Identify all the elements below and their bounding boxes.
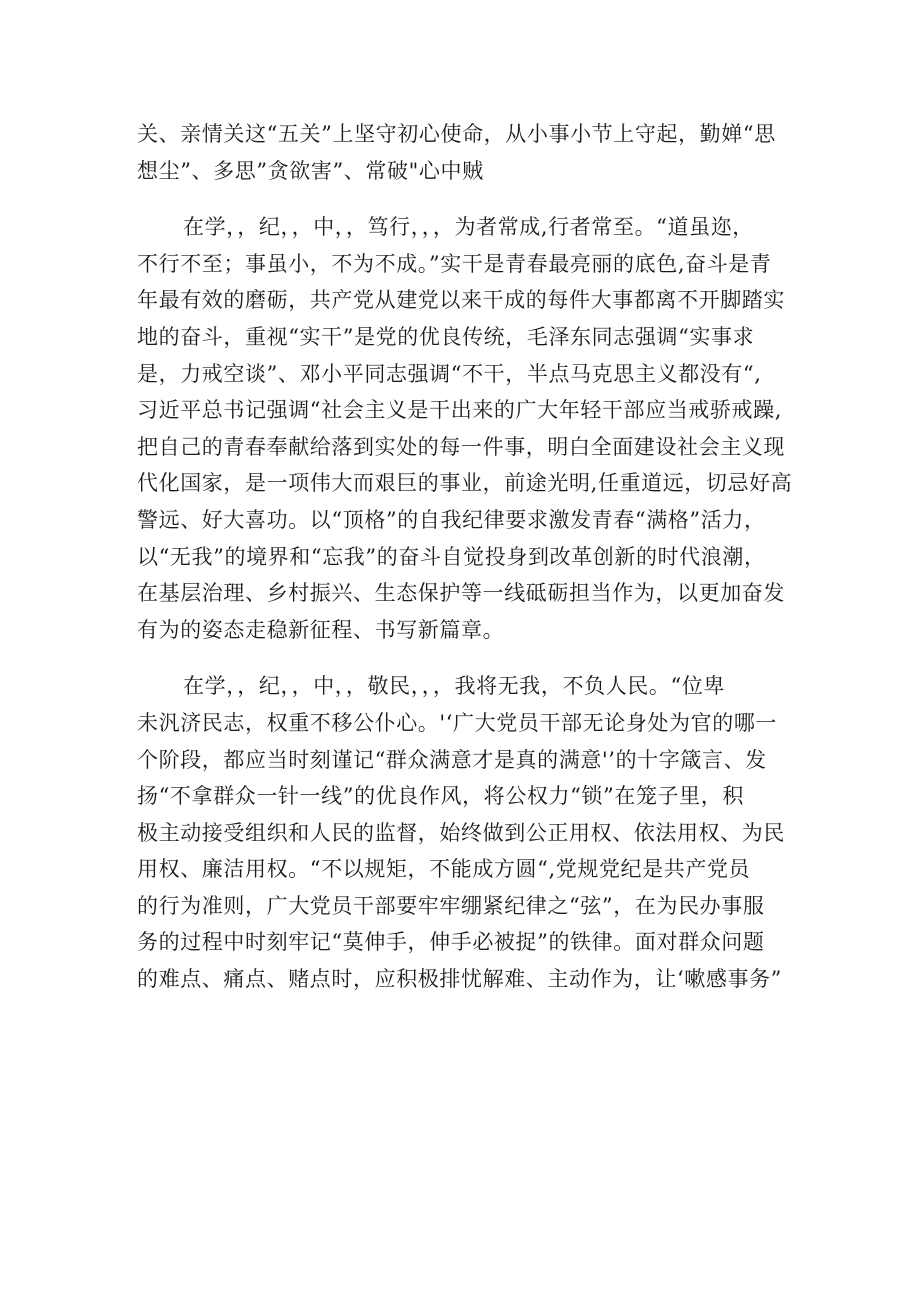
text-line: 地的奋斗，重视“实干”是党的优良传统，毛泽东同志强调“实事求 bbox=[137, 324, 755, 349]
text-line: 关、亲情关这“五关”上坚守初心使命，从小事小节上守起，勤婵“思 bbox=[137, 122, 776, 146]
paragraph-3 bbox=[137, 668, 797, 997]
text-line: 的难点、痛点、赌点时，应积极排忧解难、主动作为，让‘嗽感事务” bbox=[137, 967, 783, 992]
paragraph-2 bbox=[137, 209, 797, 648]
document-body bbox=[137, 116, 797, 998]
text-line: 把自己的青春奉献给落到实处的每一件事，明白全面建设社会主义现 bbox=[137, 434, 785, 459]
text-line: 不行不至；事虽小，不为不成。”实干是青春最亮丽的底色,奋斗是青 bbox=[137, 251, 772, 276]
paragraph-spacer bbox=[137, 189, 797, 209]
text-line: 在基层治理、乡村振兴、生态保护等一线砥砺担当作为，以更加奋发 bbox=[137, 581, 785, 606]
text-line: 习近平总书记强调“社会主义是干出来的广大年轻干部应当戒骄戒躁, bbox=[137, 398, 783, 423]
text-line: 扬“不拿群众一针一线”的优良作风，将公权力“锁”在笼子里，积 bbox=[137, 784, 744, 809]
text-line: 有为的姿态走稳新征程、书写新篇章。 bbox=[137, 617, 505, 642]
text-line: 代化国家，是一项伟大而艰巨的事业，前途光明,任重道远，切忌好高 bbox=[137, 471, 793, 496]
text-line: 务的过程中时刻牢记“莫伸手，伸手必被捉”的铁律。面对群众问题 bbox=[137, 930, 765, 955]
text-line: 警远、好大喜功。以“顶格”的自我纪律要求激发青春“满格”活力， bbox=[137, 507, 766, 532]
text-line: 用权、廉洁用权。“不以规矩，不能成方圆“,党规党纪是共产党员 bbox=[137, 857, 751, 882]
text-line-first: 在学，，纪，，中，，敬民，，，我将无我，不负人民。“位卑 bbox=[183, 674, 726, 699]
text-line-first: 在学，，纪，，中，，笃行，，，为者常成,行者常至。“道虽迩， bbox=[183, 215, 754, 240]
text-line: 以“无我”的境界和“忘我”的奋斗自觉投身到改革创新的时代浪潮， bbox=[137, 544, 766, 569]
text-line: 未汎济民志，权重不移公仆心。'‘广大党员干部无论身处为官的哪一 bbox=[137, 710, 778, 735]
text-line: 是，力戒空谈”、邓小平同志强调“不干，半点马克思主义都没有“, bbox=[137, 361, 762, 386]
paragraph-spacer bbox=[137, 648, 797, 668]
text-line: 极主动接受组织和人民的监督，始终做到公正用权、依法用权、为民 bbox=[137, 820, 785, 845]
text-line: 想尘”、多思”贪欲害”、常破"心中贼 bbox=[137, 158, 484, 183]
text-line: 年最有效的磨砺，共产党从建党以来干成的每件大事都离不开脚踏实 bbox=[137, 288, 785, 313]
paragraph-1 bbox=[137, 116, 797, 189]
text-line: 的行为准则，广大党员干部要牢牢绷紧纪律之“弦”，在为民办事服 bbox=[137, 893, 765, 918]
text-line: 个阶段，都应当时刻谨记“群众满意才是真的满意'’的十字箴言、发 bbox=[137, 747, 767, 772]
